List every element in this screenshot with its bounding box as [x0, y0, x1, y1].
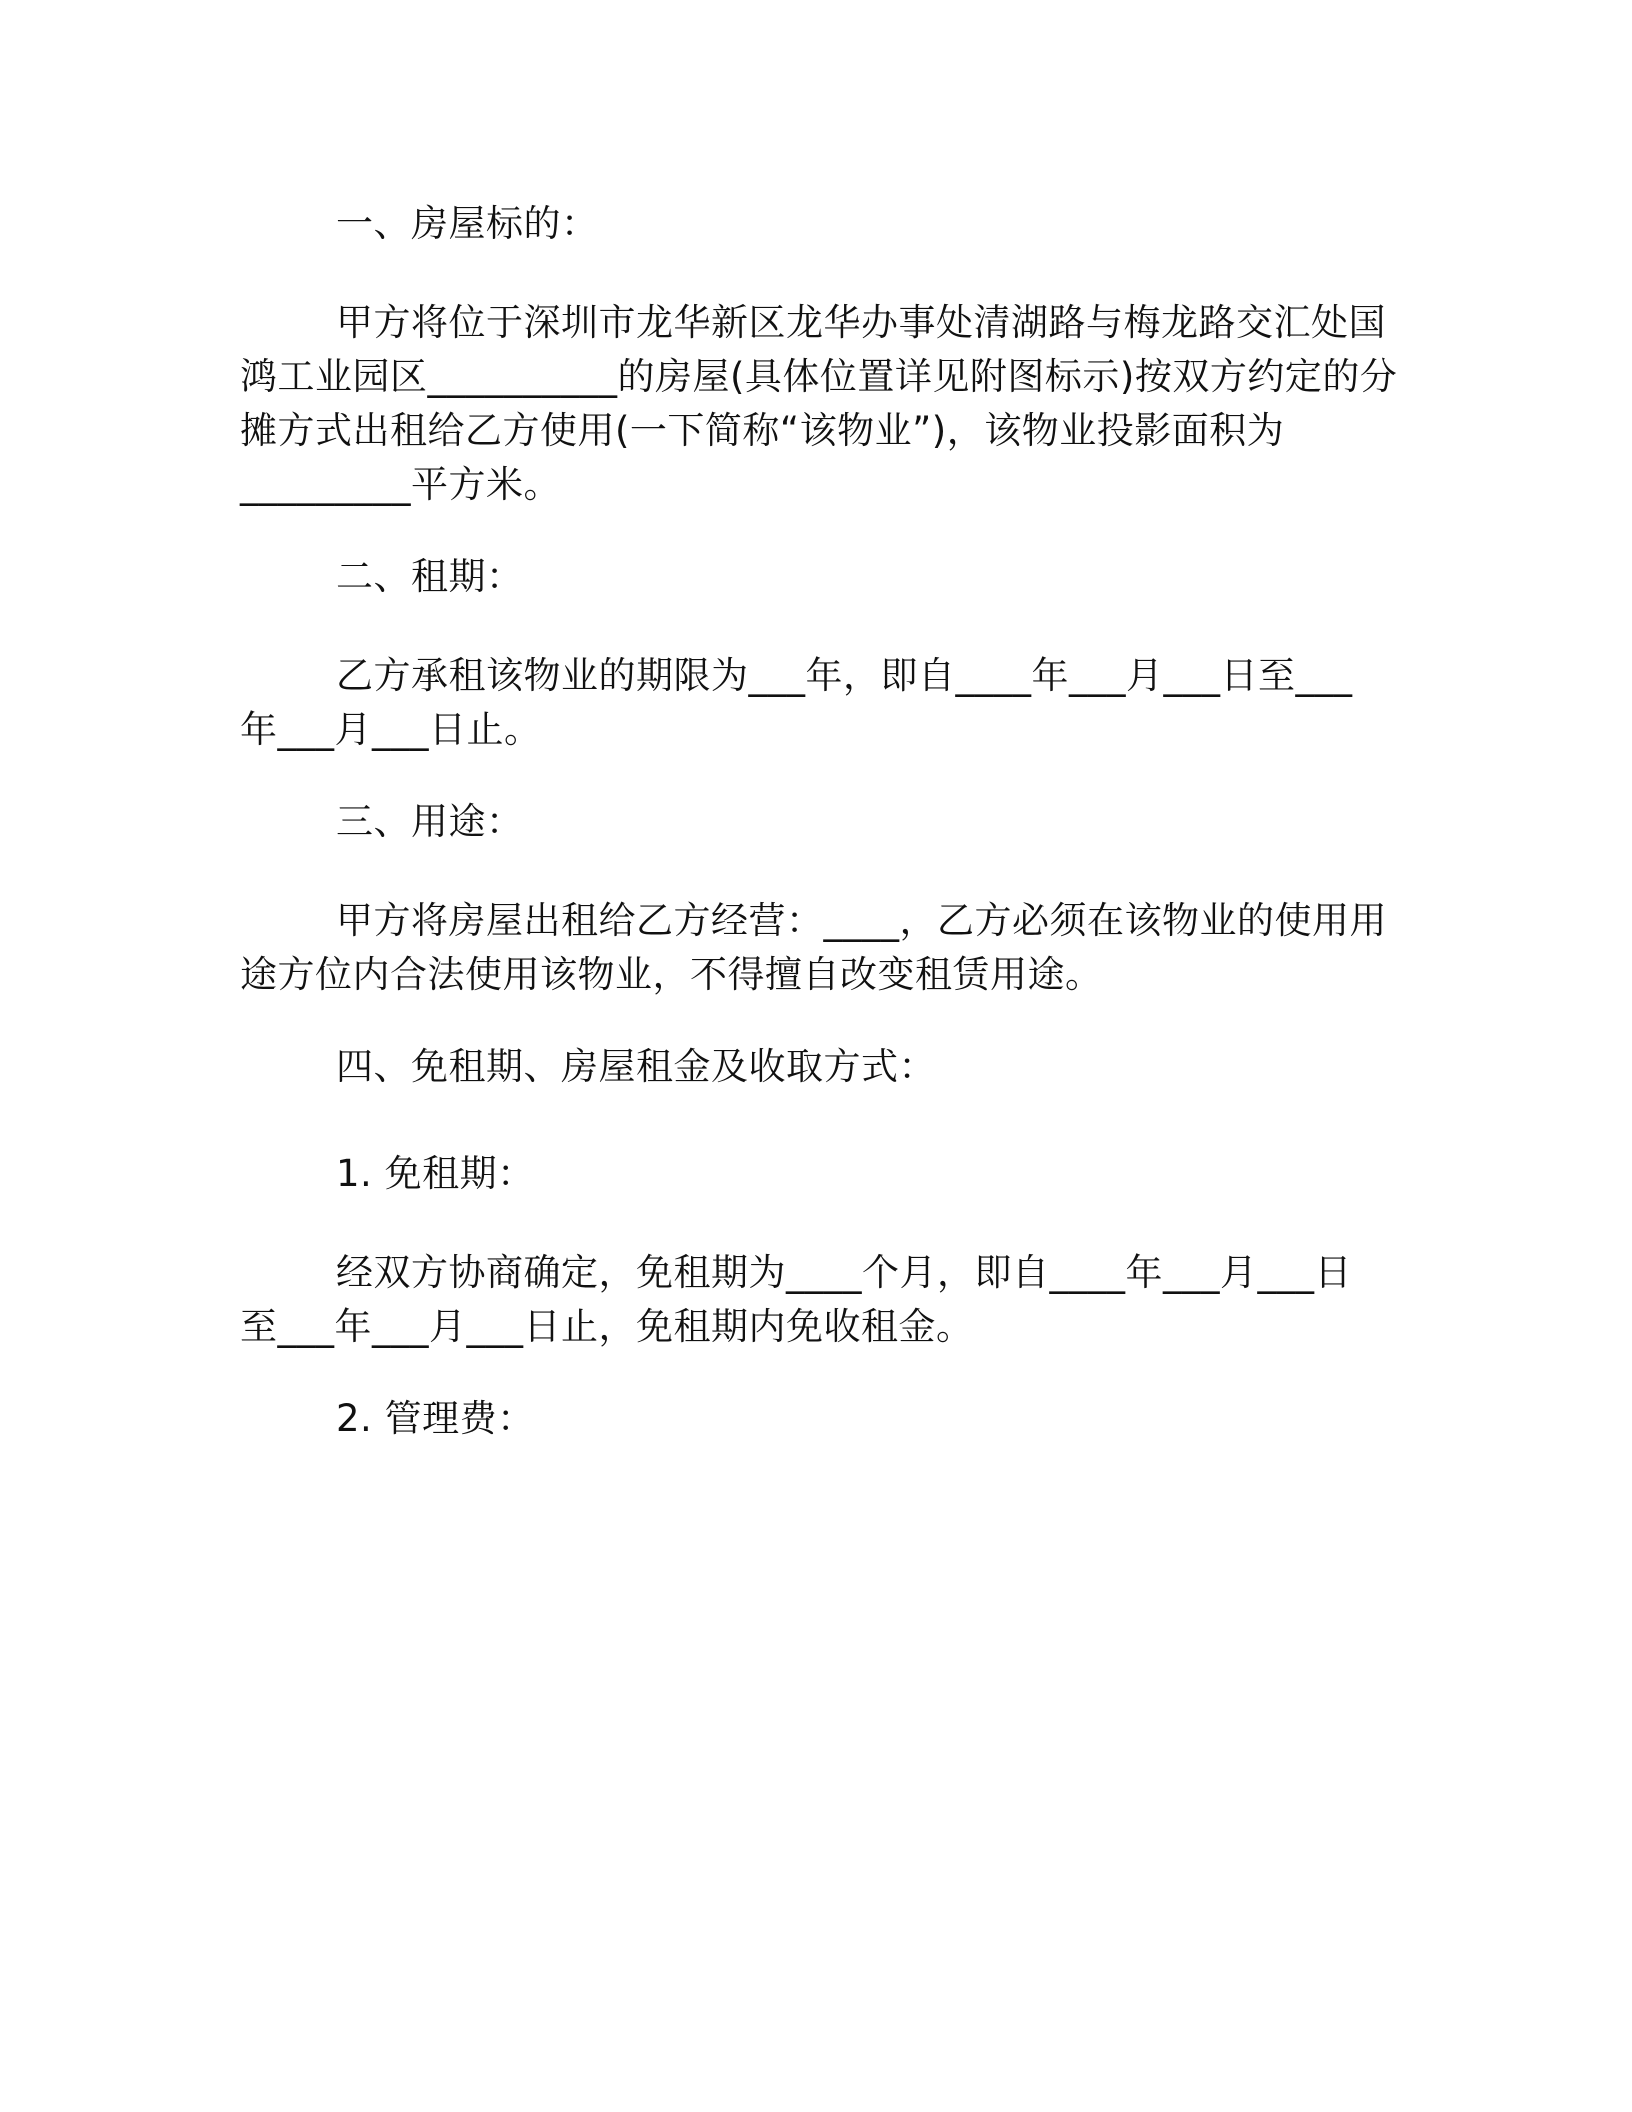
section-1-paragraph [240, 292, 1400, 508]
section-4-1-paragraph [240, 1242, 1400, 1350]
section-3-paragraph-line-1: 甲方将房屋出租给乙方经营：____，乙方必须在该物业的使用用 [336, 899, 1387, 942]
spacer [240, 1105, 1400, 1135]
spacer [240, 615, 1400, 645]
section-4-2-heading: 2. 管理费： [336, 1397, 535, 1440]
section-4-heading: 四、免租期、房屋租金及收取方式： [336, 1045, 936, 1088]
spacer [240, 1212, 1400, 1242]
spacer [240, 860, 1400, 890]
section-1-heading: 一、房屋标的： [336, 202, 599, 245]
section-1-paragraph-line-1: 甲方将位于深圳市龙华新区龙华办事处清湖路与梅龙路交汇处国 [336, 301, 1386, 344]
section-1-paragraph-line-2: 鸿工业园区__________的房屋(具体位置详见附图标示)按双方约定的分 [240, 355, 1398, 398]
spacer [240, 753, 1400, 783]
document-body [240, 185, 1400, 1457]
section-1-paragraph-line-4: _________平方米。 [240, 463, 561, 506]
section-2-paragraph [240, 645, 1400, 753]
section-4-1-heading: 1. 免租期： [336, 1152, 535, 1195]
section-2-paragraph-line-2: 年___月___日止。 [240, 708, 542, 751]
spacer [240, 998, 1400, 1028]
section-4-1-paragraph-line-2: 至___年___月___日止，免租期内免收租金。 [240, 1305, 974, 1348]
section-1-paragraph-line-3: 摊方式出租给乙方使用(一下简称“该物业”)，该物业投影面积为 [240, 409, 1285, 452]
section-4-1-paragraph-line-1: 经双方协商确定，免租期为____个月，即自____年___月___日 [336, 1251, 1352, 1294]
section-3-heading: 三、用途： [336, 800, 524, 843]
spacer [240, 508, 1400, 538]
spacer [240, 1350, 1400, 1380]
section-2-paragraph-line-1: 乙方承租该物业的期限为___年，即自____年___月___日至___ [336, 654, 1353, 697]
section-3-paragraph-line-2: 途方位内合法使用该物业，不得擅自改变租赁用途。 [240, 953, 1103, 996]
section-3-paragraph [240, 890, 1400, 998]
section-2-heading: 二、租期： [336, 555, 524, 598]
spacer [240, 262, 1400, 292]
